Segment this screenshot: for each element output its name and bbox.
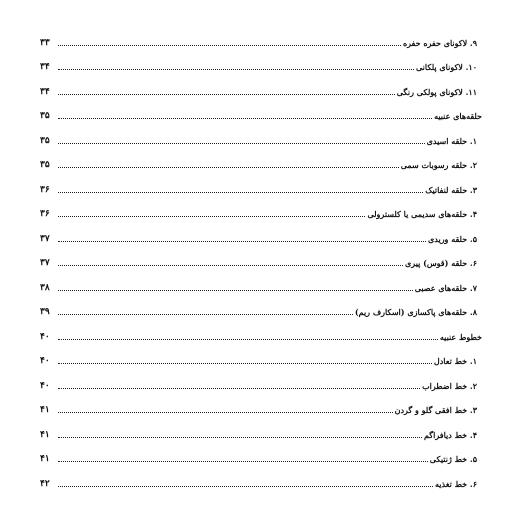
toc-entry	[40, 52, 482, 77]
toc-entry	[40, 76, 482, 101]
toc-page-number: ۳۵	[40, 135, 50, 146]
toc-page-number: ۳۹	[40, 307, 50, 317]
toc-page-number: ۳۵	[40, 160, 50, 170]
toc-entry	[40, 297, 482, 322]
toc-entry-title: ۴. حلقه‌های سدیمی یا کلسترولی	[367, 209, 477, 219]
dot-leader	[58, 436, 422, 438]
dot-leader	[58, 289, 413, 291]
toc-page-number: ۳۴	[40, 62, 50, 72]
dot-leader	[58, 44, 401, 46]
toc-entry	[40, 370, 482, 395]
toc-entry-title: ۳. حلقه لنفاتیک	[425, 184, 477, 195]
toc-page-number: ۳۷	[40, 258, 50, 268]
dot-leader	[58, 142, 425, 144]
toc-entry	[40, 419, 482, 444]
dot-leader	[58, 387, 420, 389]
toc-entry-title: ۱. خط تعادل	[433, 356, 477, 366]
toc-entry	[40, 199, 482, 224]
toc-entry-title: ۲. خط اضطراب	[422, 380, 477, 391]
toc-entry-title: ۵. حلقه وریدی	[428, 233, 477, 244]
dot-leader	[58, 117, 432, 119]
toc-entry-title: ۸. حلقه‌های پاکسازی (اسکارف ریم)	[354, 307, 477, 317]
toc-entry	[40, 223, 482, 248]
toc-entry	[40, 125, 482, 150]
toc-page-number: ۳۷	[40, 233, 50, 244]
toc-page-number: ۴۰	[40, 356, 50, 366]
toc-page-number: ۳۸	[40, 282, 50, 293]
dot-leader	[58, 411, 393, 413]
dot-leader	[58, 240, 426, 242]
toc-entry-title: ۴. خط دیافراگم	[423, 429, 477, 440]
toc-entry	[40, 346, 482, 371]
toc-entry-title: ۳. خط افقی گلو و گردن	[394, 405, 477, 415]
toc-entry	[40, 444, 482, 469]
toc-page-number: ۳۴	[40, 86, 50, 97]
toc-entry	[40, 395, 482, 420]
toc-entry	[40, 468, 482, 493]
toc-page-number: ۳۶	[40, 209, 50, 219]
toc-entry	[40, 174, 482, 199]
toc-entry	[40, 272, 482, 297]
dot-leader	[58, 93, 395, 95]
toc-page-number: ۴۱	[40, 429, 50, 440]
toc-entry-title: حلقه‌های عنبیه	[434, 111, 482, 121]
toc-page-number: ۳۳	[40, 37, 50, 48]
dot-leader	[58, 313, 353, 315]
toc-entry-title: ۶. خط تغذیه	[435, 478, 477, 489]
toc-entry-title: ۵. خط ژنتیکی	[429, 454, 477, 464]
toc-entry-title: ۱. حلقه اسیدی	[426, 135, 477, 146]
toc-entry-title: ۱۰. لاکونای پلکانی	[415, 62, 477, 72]
toc-section-heading	[40, 101, 482, 126]
toc-page-number: ۳۵	[40, 111, 50, 121]
dot-leader	[58, 485, 433, 487]
toc-entry-title: ۷. حلقه‌های عصبی	[414, 282, 477, 293]
dot-leader	[58, 68, 414, 70]
toc-page-number: ۴۱	[40, 454, 50, 464]
dot-leader	[58, 215, 365, 217]
toc-page-number: ۴۰	[40, 331, 50, 342]
toc-page-number: ۴۰	[40, 380, 50, 391]
toc-entry-title: ۹. لاکونای حفره حفره	[402, 37, 477, 48]
toc-section-heading	[40, 321, 482, 346]
table-of-contents	[40, 27, 482, 493]
toc-entry-title: ۱۱. لاکونای پولکی رنگی	[396, 86, 477, 97]
toc-entry-title: خطوط عنبیه	[439, 331, 482, 342]
toc-entry	[40, 248, 482, 273]
dot-leader	[58, 362, 432, 364]
toc-page-number: ۴۲	[40, 478, 50, 489]
dot-leader	[58, 338, 438, 340]
toc-entry-title: ۶. حلقه (قوس) پیری	[405, 258, 477, 268]
dot-leader	[58, 166, 399, 168]
dot-leader	[58, 191, 423, 193]
toc-entry-title: ۲. حلقه رسوبات سمی	[400, 160, 477, 170]
toc-page-number: ۳۶	[40, 184, 50, 195]
dot-leader	[58, 264, 403, 266]
toc-entry	[40, 150, 482, 175]
toc-entry	[40, 27, 482, 52]
toc-page-number: ۴۱	[40, 405, 50, 415]
dot-leader	[58, 460, 428, 462]
